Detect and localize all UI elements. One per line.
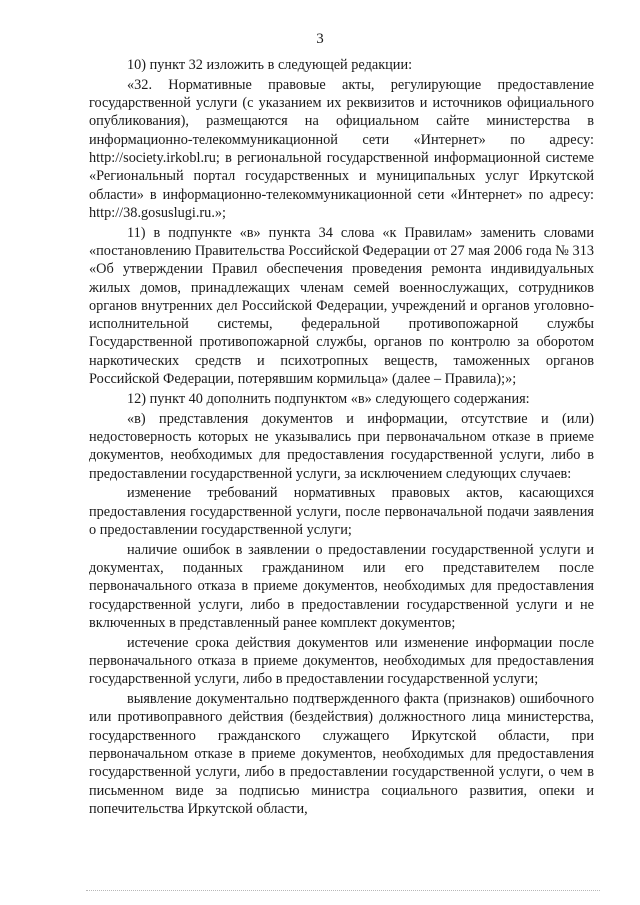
paragraph-item-11: 11) в подпункте «в» пункта 34 слова «к Правилам» заменить словами «постановлению Правительства Российской Федерации от 27 мая 2006 года № 313 «Об утверждении Правил обеспечения проведения ремонта индивидуальных жилых домов, принадлежащих членам семей военнослужащих, сотрудников органов внутренних дел Российской Федерации, учреждений и органов уголовно-исполнительной системы, федеральной противопожарной службы Государственной противопожарной службы, органов по контролю за оборотом наркотических средств и психотропных веществ, таможенных органов Российской Федерации, потерявшим кормильца» (далее – Правила);»;: [89, 224, 594, 388]
paragraph-subpoint-v: «в) представления документов и информации, отсутствие и (или) недостоверность которых не указывались при первоначальном отказе в приеме документов, необходимых для предоставления государственной услуги, либо в предоставлении государственной услуги, за исключением следующих случаев:: [89, 410, 594, 482]
paragraph-case-misconduct: выявление документально подтвержденного факта (признаков) ошибочного или противоправного действия (бездействия) должностного лица министерства, государственного гражданского служащего Иркутской области, при первоначальном отказе в приеме документов, необходимых для предоставления государственной услуги, либо в предоставлении государственной услуги, о чем в письменном виде за подписью министра социального развития, опеки и попечительства Иркутской области,: [89, 691, 594, 817]
paragraph-case-expiry: истечение срока действия документов или изменение информации после первоначального отказа в приеме документов, необходимых для предоставления государственной услуги, либо в предоставлении государственной услуги;: [89, 634, 594, 688]
paragraph-case-requirements-change: изменение требований нормативных правовых актов, касающихся предоставления государственной услуги, после первоначальной подачи заявления о предоставлении государственной услуги;: [89, 485, 594, 538]
paragraph-point-32-text: «32. Нормативные правовые акты, регулирующие предоставление государственной услуги (с указанием их реквизитов и источников официального опубликования), размещаются на официальном сайте министерства в информационно-телекоммуникационной сети «Интернет» по адресу: http://society.irkobl.ru; в региональной государственной информационной системе «Региональный портал государственных и муниципальных услуг Иркутской области» в информационно-телекоммуникационной сети «Интернет» по адресу: http://38.gosuslugi.ru.»;: [89, 76, 594, 221]
paragraph-item-12: 12) пункт 40 дополнить подпунктом «в» следующего содержания:: [127, 390, 530, 407]
paragraph-item-10: 10) пункт 32 изложить в следующей редакции:: [127, 57, 413, 73]
paragraph-case-errors: наличие ошибок в заявлении о предоставлении государственной услуги и документах, поданных гражданином или его представителем после первоначального отказа в приеме документов, необходимых для предоставления государственной услуги, либо в предоставлении государственной услуги и не включенных в представленный ранее комплект документов;: [89, 541, 594, 631]
document-body: [89, 56, 594, 820]
page-number: 3: [316, 31, 324, 47]
scan-bottom-edge: [86, 890, 600, 891]
